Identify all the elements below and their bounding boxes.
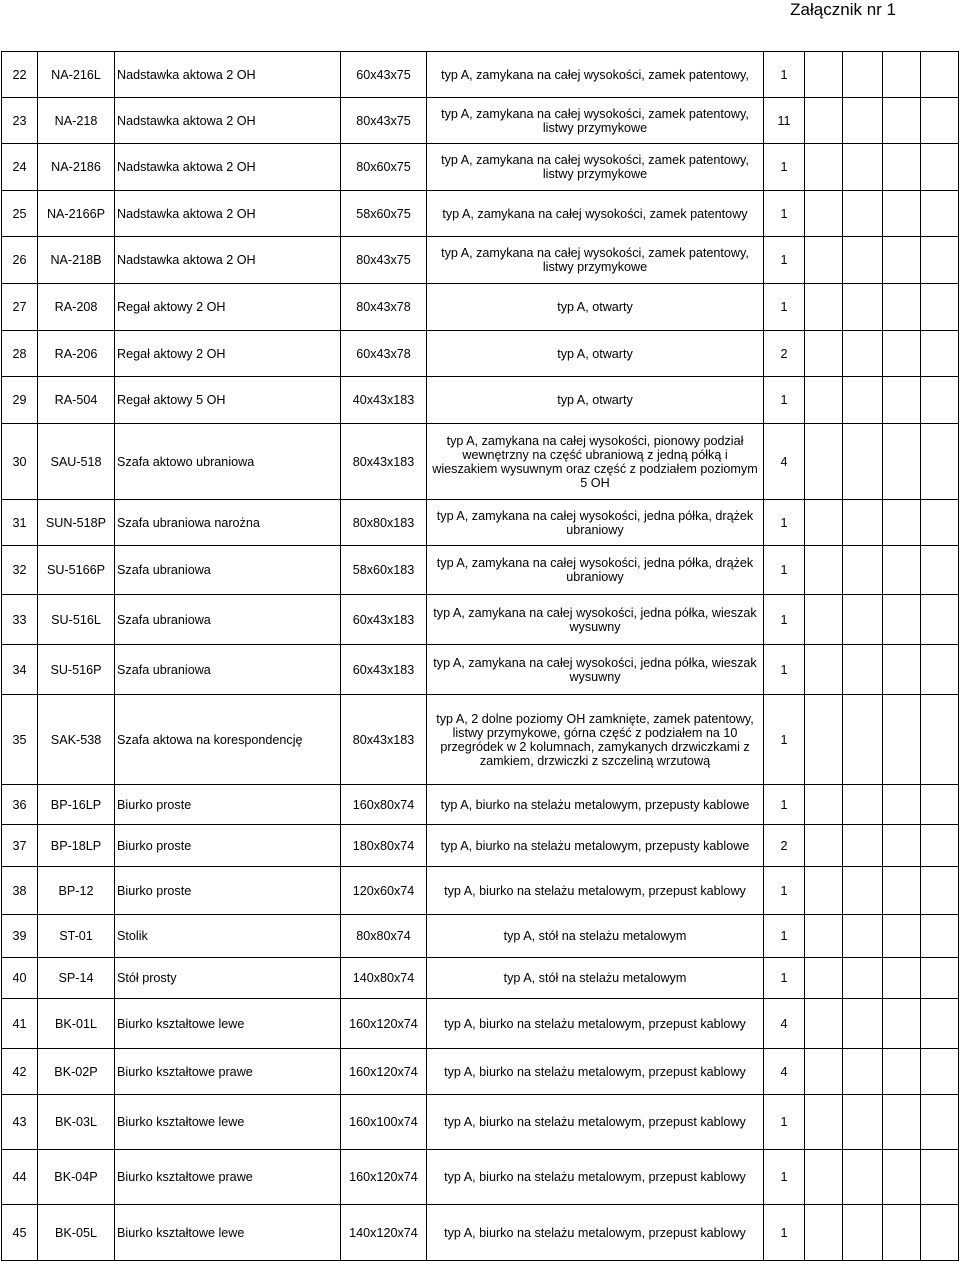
product-code-cell: BK-02P [38,1049,115,1095]
dimensions-cell: 60x43x183 [341,595,427,645]
table-row [2,785,959,825]
row-number-cell: 26 [2,237,38,284]
empty-cell [883,1095,921,1150]
dimensions-cell: 40x43x183 [341,377,427,424]
empty-cell [843,915,883,958]
empty-cell [921,1049,959,1095]
product-code-cell: NA-218B [38,237,115,284]
empty-cell [883,98,921,144]
empty-cell [843,546,883,595]
row-number-cell: 31 [2,500,38,546]
empty-cell [883,695,921,785]
description-cell: typ A, biurko na stelażu metalowym, przepusty kablowe [427,785,764,825]
empty-cell [805,331,843,377]
table-row [2,1095,959,1150]
quantity-cell: 1 [764,284,805,331]
table-row [2,1049,959,1095]
row-number-cell: 34 [2,645,38,695]
row-number-cell: 44 [2,1150,38,1205]
table-row [2,191,959,237]
product-code-cell: SUN-518P [38,500,115,546]
dimensions-cell: 80x43x183 [341,695,427,785]
empty-cell [883,331,921,377]
row-number-cell: 27 [2,284,38,331]
product-name-cell: Biurko kształtowe prawe [115,1150,341,1205]
quantity-cell: 1 [764,377,805,424]
description-cell: typ A, zamykana na całej wysokości, jedna półka, wieszak wysuwny [427,595,764,645]
product-name-cell: Biurko kształtowe prawe [115,1049,341,1095]
product-name-cell: Nadstawka aktowa 2 OH [115,52,341,98]
row-number-cell: 43 [2,1095,38,1150]
description-cell: typ A, zamykana na całej wysokości, jedna półka, drążek ubraniowy [427,500,764,546]
row-number-cell: 37 [2,825,38,867]
table-row [2,284,959,331]
product-code-cell: BK-01L [38,999,115,1049]
dimensions-cell: 60x43x75 [341,52,427,98]
row-number-cell: 41 [2,999,38,1049]
product-name-cell: Regał aktowy 2 OH [115,284,341,331]
row-number-cell: 25 [2,191,38,237]
product-code-cell: RA-206 [38,331,115,377]
product-name-cell: Szafa ubraniowa [115,645,341,695]
empty-cell [883,915,921,958]
product-name-cell: Szafa ubraniowa [115,546,341,595]
description-cell: typ A, biurko na stelażu metalowym, przepust kablowy [427,999,764,1049]
empty-cell [883,645,921,695]
description-cell: typ A, zamykana na całej wysokości, zamek patentowy, listwy przymykowe [427,98,764,144]
empty-cell [883,546,921,595]
row-number-cell: 33 [2,595,38,645]
quantity-cell: 1 [764,191,805,237]
product-name-cell: Stolik [115,915,341,958]
empty-cell [805,237,843,284]
row-number-cell: 28 [2,331,38,377]
description-cell: typ A, biurko na stelażu metalowym, przepusty kablowe [427,825,764,867]
product-code-cell: BK-04P [38,1150,115,1205]
row-number-cell: 40 [2,958,38,999]
dimensions-cell: 140x120x74 [341,1205,427,1261]
empty-cell [921,958,959,999]
row-number-cell: 23 [2,98,38,144]
quantity-cell: 1 [764,645,805,695]
empty-cell [843,1095,883,1150]
empty-cell [805,546,843,595]
dimensions-cell: 80x43x78 [341,284,427,331]
empty-cell [883,500,921,546]
product-name-cell: Biurko kształtowe lewe [115,1095,341,1150]
quantity-cell: 1 [764,1150,805,1205]
product-name-cell: Biurko proste [115,785,341,825]
quantity-cell: 1 [764,546,805,595]
product-name-cell: Nadstawka aktowa 2 OH [115,237,341,284]
empty-cell [805,144,843,191]
table-row [2,1150,959,1205]
product-code-cell: BK-05L [38,1205,115,1261]
quantity-cell: 1 [764,595,805,645]
product-code-cell: NA-2166P [38,191,115,237]
table-row [2,915,959,958]
table-row [2,52,959,98]
table-row [2,645,959,695]
empty-cell [843,237,883,284]
empty-cell [805,1150,843,1205]
product-code-cell: NA-218 [38,98,115,144]
empty-cell [883,825,921,867]
product-name-cell: Szafa ubraniowa narożna [115,500,341,546]
empty-cell [805,1095,843,1150]
empty-cell [921,52,959,98]
empty-cell [805,999,843,1049]
row-number-cell: 38 [2,867,38,915]
product-code-cell: SAK-538 [38,695,115,785]
empty-cell [805,377,843,424]
empty-cell [805,1049,843,1095]
dimensions-cell: 160x120x74 [341,1150,427,1205]
empty-cell [805,284,843,331]
product-code-cell: NA-216L [38,52,115,98]
table-row [2,1205,959,1261]
empty-cell [843,500,883,546]
empty-cell [843,785,883,825]
empty-cell [805,645,843,695]
empty-cell [805,867,843,915]
page-title: Załącznik nr 1 [790,0,896,19]
description-cell: typ A, otwarty [427,284,764,331]
empty-cell [843,825,883,867]
empty-cell [805,191,843,237]
row-number-cell: 36 [2,785,38,825]
empty-cell [921,377,959,424]
product-code-cell: NA-2186 [38,144,115,191]
dimensions-cell: 80x60x75 [341,144,427,191]
empty-cell [843,98,883,144]
empty-cell [921,1150,959,1205]
product-name-cell: Nadstawka aktowa 2 OH [115,144,341,191]
empty-cell [843,144,883,191]
quantity-cell: 1 [764,144,805,191]
empty-cell [883,867,921,915]
inventory-table [1,51,959,1261]
quantity-cell: 2 [764,331,805,377]
product-code-cell: ST-01 [38,915,115,958]
empty-cell [921,867,959,915]
empty-cell [921,424,959,500]
empty-cell [843,645,883,695]
product-name-cell: Nadstawka aktowa 2 OH [115,98,341,144]
empty-cell [921,695,959,785]
row-number-cell: 32 [2,546,38,595]
empty-cell [883,284,921,331]
description-cell: typ A, otwarty [427,377,764,424]
description-cell: typ A, zamykana na całej wysokości, pionowy podział wewnętrzny na część ubraniową z jedną półką i wieszakiem wysuwnym oraz część z podziałem poziomym 5 OH [427,424,764,500]
empty-cell [921,237,959,284]
empty-cell [843,595,883,645]
table-row [2,500,959,546]
empty-cell [921,500,959,546]
quantity-cell: 1 [764,1095,805,1150]
product-code-cell: SP-14 [38,958,115,999]
empty-cell [921,595,959,645]
dimensions-cell: 80x80x183 [341,500,427,546]
description-cell: typ A, otwarty [427,331,764,377]
description-cell: typ A, stół na stelażu metalowym [427,958,764,999]
dimensions-cell: 60x43x78 [341,331,427,377]
empty-cell [883,424,921,500]
empty-cell [805,825,843,867]
table-row [2,695,959,785]
empty-cell [843,331,883,377]
empty-cell [883,1150,921,1205]
product-code-cell: BK-03L [38,1095,115,1150]
dimensions-cell: 180x80x74 [341,825,427,867]
row-number-cell: 22 [2,52,38,98]
empty-cell [805,1205,843,1261]
empty-cell [921,284,959,331]
table-row [2,595,959,645]
empty-cell [883,999,921,1049]
row-number-cell: 45 [2,1205,38,1261]
description-cell: typ A, zamykana na całej wysokości, zamek patentowy, listwy przymykowe [427,144,764,191]
empty-cell [921,825,959,867]
table-row [2,424,959,500]
empty-cell [843,1150,883,1205]
empty-cell [805,52,843,98]
quantity-cell: 1 [764,958,805,999]
empty-cell [805,98,843,144]
quantity-cell: 4 [764,1049,805,1095]
description-cell: typ A, zamykana na całej wysokości, jedna półka, drążek ubraniowy [427,546,764,595]
product-name-cell: Nadstawka aktowa 2 OH [115,191,341,237]
product-code-cell: BP-18LP [38,825,115,867]
quantity-cell: 11 [764,98,805,144]
dimensions-cell: 80x43x75 [341,98,427,144]
empty-cell [921,1205,959,1261]
dimensions-cell: 160x80x74 [341,785,427,825]
empty-cell [805,500,843,546]
empty-cell [843,284,883,331]
product-name-cell: Biurko kształtowe lewe [115,999,341,1049]
quantity-cell: 1 [764,867,805,915]
empty-cell [843,1049,883,1095]
description-cell: typ A, zamykana na całej wysokości, zamek patentowy [427,191,764,237]
product-code-cell: RA-504 [38,377,115,424]
empty-cell [883,377,921,424]
empty-cell [843,867,883,915]
empty-cell [921,915,959,958]
empty-cell [921,785,959,825]
description-cell: typ A, biurko na stelażu metalowym, przepust kablowy [427,867,764,915]
empty-cell [921,999,959,1049]
table-body [2,52,959,1261]
empty-cell [883,785,921,825]
dimensions-cell: 58x60x75 [341,191,427,237]
description-cell: typ A, biurko na stelażu metalowym, przepust kablowy [427,1095,764,1150]
row-number-cell: 35 [2,695,38,785]
empty-cell [883,1049,921,1095]
product-code-cell: SU-516L [38,595,115,645]
table-row [2,144,959,191]
description-cell: typ A, biurko na stelażu metalowym, przepust kablowy [427,1049,764,1095]
row-number-cell: 24 [2,144,38,191]
empty-cell [921,191,959,237]
description-cell: typ A, biurko na stelażu metalowym, przepust kablowy [427,1205,764,1261]
product-name-cell: Regał aktowy 5 OH [115,377,341,424]
quantity-cell: 4 [764,999,805,1049]
empty-cell [921,1095,959,1150]
row-number-cell: 29 [2,377,38,424]
empty-cell [805,915,843,958]
quantity-cell: 1 [764,52,805,98]
empty-cell [805,424,843,500]
empty-cell [883,52,921,98]
quantity-cell: 2 [764,825,805,867]
empty-cell [883,144,921,191]
product-name-cell: Szafa ubraniowa [115,595,341,645]
empty-cell [843,999,883,1049]
row-number-cell: 30 [2,424,38,500]
table-row [2,98,959,144]
table-row [2,546,959,595]
dimensions-cell: 160x120x74 [341,999,427,1049]
product-name-cell: Biurko kształtowe lewe [115,1205,341,1261]
table-row [2,237,959,284]
empty-cell [843,377,883,424]
empty-cell [883,958,921,999]
empty-cell [921,144,959,191]
empty-cell [805,958,843,999]
empty-cell [883,237,921,284]
quantity-cell: 1 [764,237,805,284]
description-cell: typ A, stół na stelażu metalowym [427,915,764,958]
product-name-cell: Biurko proste [115,825,341,867]
table-row [2,958,959,999]
dimensions-cell: 60x43x183 [341,645,427,695]
product-code-cell: SU-516P [38,645,115,695]
dimensions-cell: 80x43x183 [341,424,427,500]
table-row [2,377,959,424]
empty-cell [921,645,959,695]
dimensions-cell: 58x60x183 [341,546,427,595]
table-row [2,999,959,1049]
product-code-cell: BP-12 [38,867,115,915]
empty-cell [883,1205,921,1261]
quantity-cell: 1 [764,915,805,958]
product-code-cell: SAU-518 [38,424,115,500]
row-number-cell: 42 [2,1049,38,1095]
empty-cell [843,424,883,500]
empty-cell [843,52,883,98]
dimensions-cell: 80x80x74 [341,915,427,958]
empty-cell [921,331,959,377]
table-row [2,825,959,867]
product-code-cell: BP-16LP [38,785,115,825]
product-code-cell: RA-208 [38,284,115,331]
dimensions-cell: 160x100x74 [341,1095,427,1150]
product-name-cell: Regał aktowy 2 OH [115,331,341,377]
empty-cell [921,98,959,144]
dimensions-cell: 120x60x74 [341,867,427,915]
table-row [2,867,959,915]
empty-cell [805,785,843,825]
description-cell: typ A, zamykana na całej wysokości, zamek patentowy, [427,52,764,98]
quantity-cell: 1 [764,695,805,785]
dimensions-cell: 80x43x75 [341,237,427,284]
product-name-cell: Stół prosty [115,958,341,999]
description-cell: typ A, 2 dolne poziomy OH zamknięte, zamek patentowy, listwy przymykowe, górna część z podziałem na 10 przegródek w 2 kolumnach, zamykanych drzwiczkami z zamkiem, drzwiczki z szczeliną wrzutową [427,695,764,785]
description-cell: typ A, zamykana na całej wysokości, zamek patentowy, listwy przymykowe [427,237,764,284]
table-row [2,331,959,377]
quantity-cell: 1 [764,500,805,546]
quantity-cell: 4 [764,424,805,500]
product-code-cell: SU-5166P [38,546,115,595]
empty-cell [843,191,883,237]
empty-cell [921,546,959,595]
empty-cell [843,1205,883,1261]
description-cell: typ A, biurko na stelażu metalowym, przepust kablowy [427,1150,764,1205]
product-name-cell: Szafa aktowo ubraniowa [115,424,341,500]
quantity-cell: 1 [764,1205,805,1261]
product-name-cell: Biurko proste [115,867,341,915]
product-name-cell: Szafa aktowa na korespondencję [115,695,341,785]
empty-cell [843,958,883,999]
row-number-cell: 39 [2,915,38,958]
dimensions-cell: 140x80x74 [341,958,427,999]
empty-cell [805,695,843,785]
empty-cell [883,595,921,645]
quantity-cell: 1 [764,785,805,825]
description-cell: typ A, zamykana na całej wysokości, jedna półka, wieszak wysuwny [427,645,764,695]
empty-cell [843,695,883,785]
empty-cell [883,191,921,237]
dimensions-cell: 160x120x74 [341,1049,427,1095]
empty-cell [805,595,843,645]
